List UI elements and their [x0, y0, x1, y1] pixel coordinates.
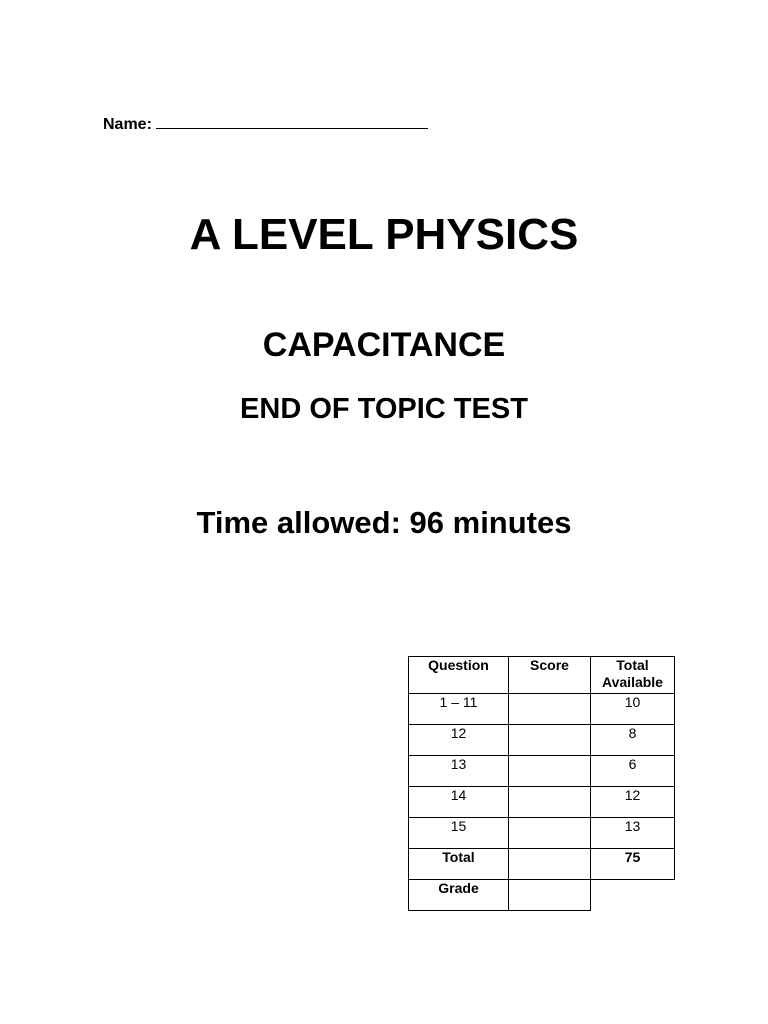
table-header-row: [409, 657, 675, 694]
topic-heading: CAPACITANCE: [262, 326, 506, 364]
time-allowed: Time allowed: 96 minutes: [196, 505, 572, 540]
table-row: [409, 725, 675, 756]
grade-cell[interactable]: [509, 880, 591, 911]
total-cell: 12: [591, 787, 675, 818]
score-cell[interactable]: [509, 787, 591, 818]
score-cell[interactable]: [509, 818, 591, 849]
header-question: Question: [409, 657, 509, 694]
question-cell: 15: [409, 818, 509, 849]
table-row: [409, 756, 675, 787]
header-total-available: Total Available: [591, 657, 675, 694]
question-cell: 13: [409, 756, 509, 787]
grade-empty-cell: [591, 880, 675, 911]
table-row: [409, 694, 675, 725]
table-row: [409, 787, 675, 818]
question-cell: 14: [409, 787, 509, 818]
total-row: [409, 849, 675, 880]
name-label: Name:: [103, 116, 152, 133]
grade-label: Grade: [409, 880, 509, 911]
total-label: Total: [409, 849, 509, 880]
header-score: Score: [509, 657, 591, 694]
total-cell: 8: [591, 725, 675, 756]
document-title: A LEVEL PHYSICS: [189, 210, 579, 259]
score-cell[interactable]: [509, 725, 591, 756]
question-cell: 12: [409, 725, 509, 756]
name-blank-line[interactable]: [156, 114, 428, 129]
grade-row: [409, 880, 675, 911]
total-available-value: 75: [591, 849, 675, 880]
total-cell: 6: [591, 756, 675, 787]
question-cell: 1 – 11: [409, 694, 509, 725]
score-cell[interactable]: [509, 694, 591, 725]
total-cell: 13: [591, 818, 675, 849]
score-table: [408, 656, 675, 911]
total-score-cell[interactable]: [509, 849, 591, 880]
table-row: [409, 818, 675, 849]
score-cell[interactable]: [509, 756, 591, 787]
total-cell: 10: [591, 694, 675, 725]
name-field[interactable]: [103, 114, 428, 134]
test-type-heading: END OF TOPIC TEST: [240, 393, 528, 425]
